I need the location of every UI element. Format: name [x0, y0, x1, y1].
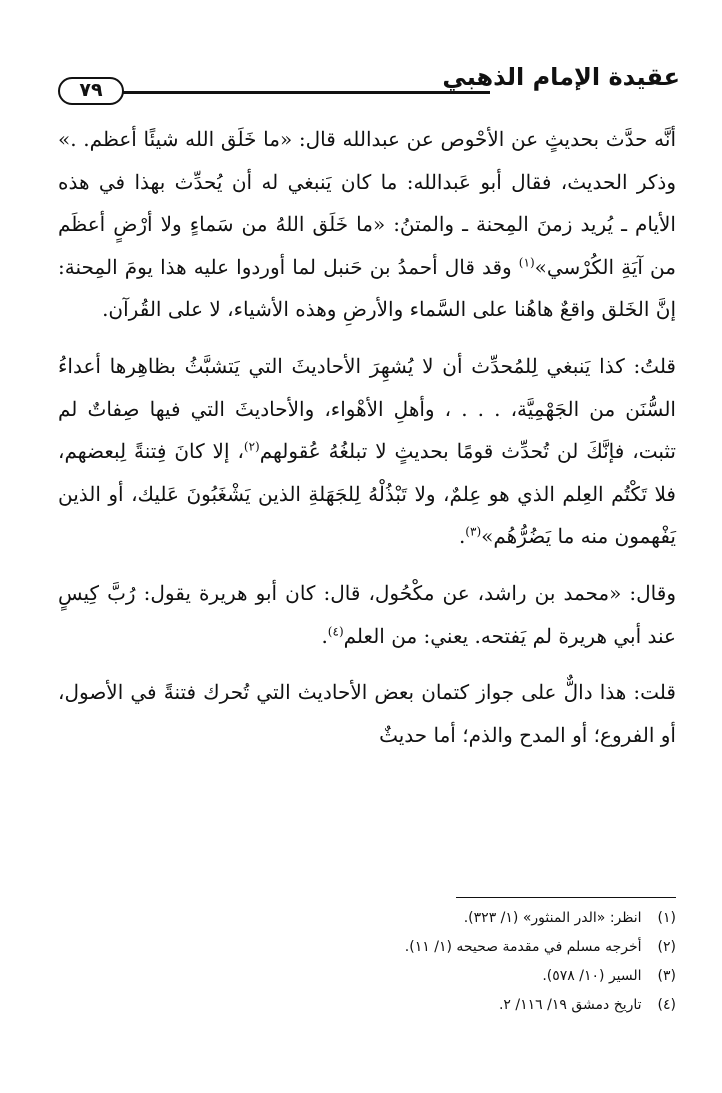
paragraph: [58, 118, 676, 331]
footnote-ref: (١): [518, 255, 535, 270]
footnote-number: (٣): [657, 968, 676, 984]
main-text: [58, 118, 676, 756]
footnotes: [120, 904, 676, 1020]
footnote-ref: (٤): [327, 623, 344, 638]
paragraph-text: ، إلا كانَ فِتنةً لِبعضهم، فلا تَكْتُم العِلم الذي هو عِلمٌ، ولا تَبْذُلْهُ لِلجَهَلةِ الذين يَشْغَبُونَ عَليك، أو الذين يَفْهمون منه ما يَضُرُّهُم»: [58, 439, 676, 549]
footnote: [120, 904, 676, 933]
paragraph-text: وقد قال أحمدُ بن حَنبل لما أوردوا عليه هذا يومَ المِحنة: إنَّ الخَلق واقعٌ هاهُنا على السَّماء والأرضِ وهذه الأشياء، لا على القُرآن.: [58, 254, 676, 322]
paragraph-text: قلتُ: كذا يَنبغي لِلمُحدِّث أن لا يُشهِرَ الأحاديثَ التي يَتشبَّثُ بظاهِرها أعداءُ السُّنَن من الجَهْمِيَّة، . . . ، وأهلِ الأهْواء، والأحاديثَ التي فيها صِفاتٌ لم تثبت، فإنَّكَ لن تُحدِّث قومًا بحديثٍ لا تبلغُهُ عُقولهم: [58, 353, 676, 464]
paragraph-text: وقال: «محمد بن راشد، عن مكْحُول، قال: كان أبو هريرة يقول: رُبَّ كِيسٍ عند أبي هريرة لم يَفتحه. يعني: من العلم: [58, 580, 676, 648]
footnote: [120, 933, 676, 962]
paragraph: [58, 572, 676, 657]
footnote-text: أخرجه مسلم في مقدمة صحيحه (١/ ١١).: [404, 939, 642, 955]
paragraph: [58, 671, 676, 756]
footnote-text: تاريخ دمشق ١٩/ ١١٦/ ٢.: [498, 997, 642, 1013]
footnote: [120, 991, 676, 1020]
footnote-ref: (٣): [465, 524, 482, 539]
paragraph: [58, 345, 676, 558]
footnote-number: (٢): [657, 939, 676, 955]
footnote-number: (١): [657, 910, 676, 926]
header-rule: [114, 91, 490, 94]
footnote: [120, 962, 676, 991]
header-title: عقيدة الإمام الذهبي: [442, 63, 680, 91]
footnote-text: السير (١٠/ ٥٧٨).: [542, 968, 642, 984]
footnote-separator: [456, 897, 676, 898]
paragraph-text: قلت: هذا دالٌّ على جواز كتمان بعض الأحاديث التي تُحرك فتنةً في الأصول، أو الفروع؛ أو المدح والذم؛ أما حديثٌ: [58, 680, 676, 747]
page-number-badge: ٧٩: [58, 77, 124, 105]
paragraph-text: .: [321, 623, 328, 648]
footnote-ref: (٢): [243, 439, 260, 454]
footnote-text: انظر: «الدر المنثور» (١/ ٣٢٣).: [463, 910, 642, 926]
footnote-number: (٤): [657, 997, 676, 1013]
paragraph-text: .: [458, 524, 466, 549]
running-header: [58, 62, 680, 106]
paragraph-text: أنَّه حدَّث بحديثٍ عن الأحْوص عن عبدالله قال: «ما خَلَق الله شيئًا أعظم. .» وذكر الحديث، فقال أبو عَبدالله: ما كان يَنبغي له أن يُحدِّث بهذا في هذه الأيام ـ يُريد زمنَ المِحنة ـ والمتنُ: «ما خَلَق اللهُ من سَماءٍ ولا أرْضٍ أعظَم من آيَةِ الكُرْسي»: [58, 127, 676, 279]
